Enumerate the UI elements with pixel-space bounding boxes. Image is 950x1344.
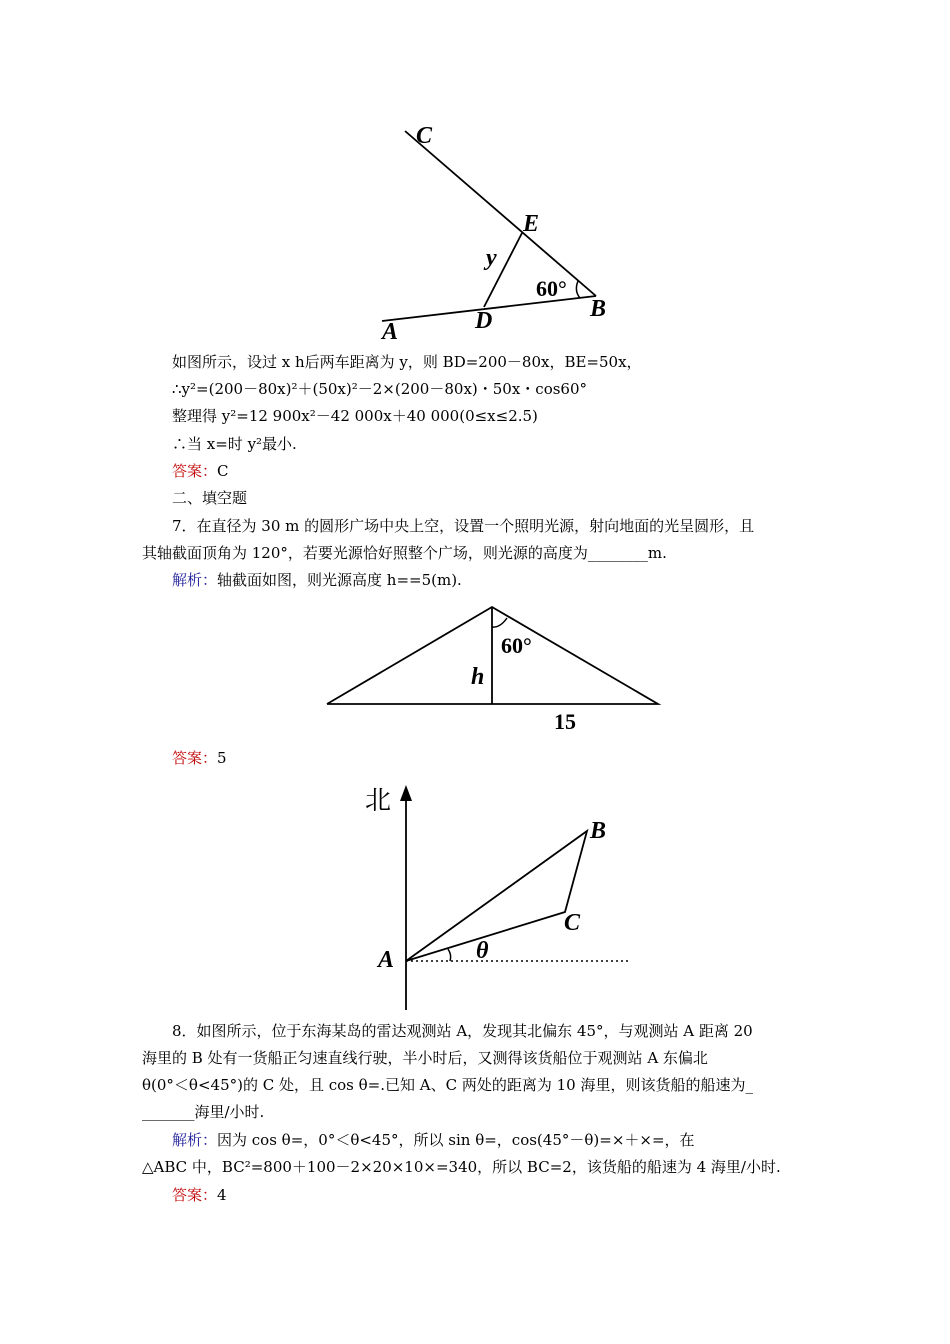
angle-arc-theta <box>448 949 451 961</box>
solution-text: 因为 cos θ=，0°＜θ<45°，所以 sin θ=，cos(45°－θ)=×＋×=，在 <box>217 1131 695 1149</box>
label-north: 北 <box>365 786 392 816</box>
figure-light-cone <box>320 600 670 740</box>
label-d: D <box>475 308 493 334</box>
q8-solution-2: △ABC 中，BC²=800＋100－2×20×10×=340，所以 BC=2，该货船的船速为 4 海里/小时. <box>142 1158 781 1176</box>
label-a: A <box>382 319 399 345</box>
figure-radar-station <box>360 775 640 1015</box>
q8-line-1: 8．如图所示，位于东海某岛的雷达观测站 A，发现其北偏东 45°，与观测站 A 距离 20 <box>172 1022 753 1040</box>
label-theta: θ <box>476 938 489 964</box>
figure-vehicles-triangle <box>360 115 640 350</box>
q7-solution <box>172 570 462 590</box>
answer-value: 5 <box>217 749 227 767</box>
solution-label: 解析： <box>172 571 218 589</box>
label-angle-60: 60° <box>536 276 567 301</box>
label-a: A <box>378 947 395 973</box>
angle-arc-b <box>576 281 580 298</box>
section-title: 二、填空题 <box>172 489 248 507</box>
q7-line-1: 7．在直径为 30 m 的圆形广场中央上空，设置一个照明光源，射向地面的光呈圆形，且 <box>172 517 755 535</box>
line-ce <box>405 131 596 296</box>
answer-label: 答案： <box>172 462 218 480</box>
q8-answer <box>172 1185 227 1205</box>
q7-answer <box>172 748 227 768</box>
solution-line-2: ∴y²=(200－80x)²＋(50x)²－2×(200－80x)・50x・cos60° <box>172 380 588 398</box>
label-c: C <box>416 123 433 149</box>
q7-line-2: 其轴截面顶角为 120°，若要光源恰好照整个广场，则光源的高度为________m. <box>142 544 667 562</box>
label-angle-60: 60° <box>501 633 532 658</box>
label-c: C <box>564 910 581 936</box>
solution-line-3: 整理得 y²=12 900x²－42 000x＋40 000(0≤x≤2.5) <box>172 407 538 425</box>
label-e: E <box>523 211 540 237</box>
q8-line-3: θ(0°＜θ<45°)的 C 处，且 cos θ=.已知 A、C 两处的距离为 10 海里，则该货船的船速为_ <box>142 1076 753 1094</box>
label-h: h <box>471 664 485 690</box>
north-arrow-icon <box>400 785 412 801</box>
solution-line-1: 如图所示，设过 x h后两车距离为 y，则 BD=200－80x，BE=50x， <box>172 353 642 371</box>
solution-label: 解析： <box>172 1131 218 1149</box>
answer-value: C <box>217 462 229 480</box>
label-15: 15 <box>554 709 576 734</box>
answer-6 <box>172 461 229 481</box>
angle-arc-apex <box>492 618 507 627</box>
solution-line-4: ∴当 x=时 y²最小. <box>172 435 297 453</box>
q8-line-4: _______海里/小时. <box>142 1103 265 1121</box>
triangle-abc <box>406 831 587 961</box>
label-b: B <box>590 296 607 322</box>
answer-value: 4 <box>217 1186 227 1204</box>
label-b: B <box>590 818 607 844</box>
answer-label: 答案： <box>172 749 218 767</box>
q8-solution-1 <box>172 1130 695 1150</box>
solution-text: 轴截面如图，则光源高度 h==5(m). <box>217 571 462 589</box>
q8-line-2: 海里的 B 处有一货船正匀速直线行驶，半小时后，又测得该货船位于观测站 A 东偏北 <box>142 1049 708 1067</box>
answer-label: 答案： <box>172 1186 218 1204</box>
label-y: y <box>486 245 497 271</box>
